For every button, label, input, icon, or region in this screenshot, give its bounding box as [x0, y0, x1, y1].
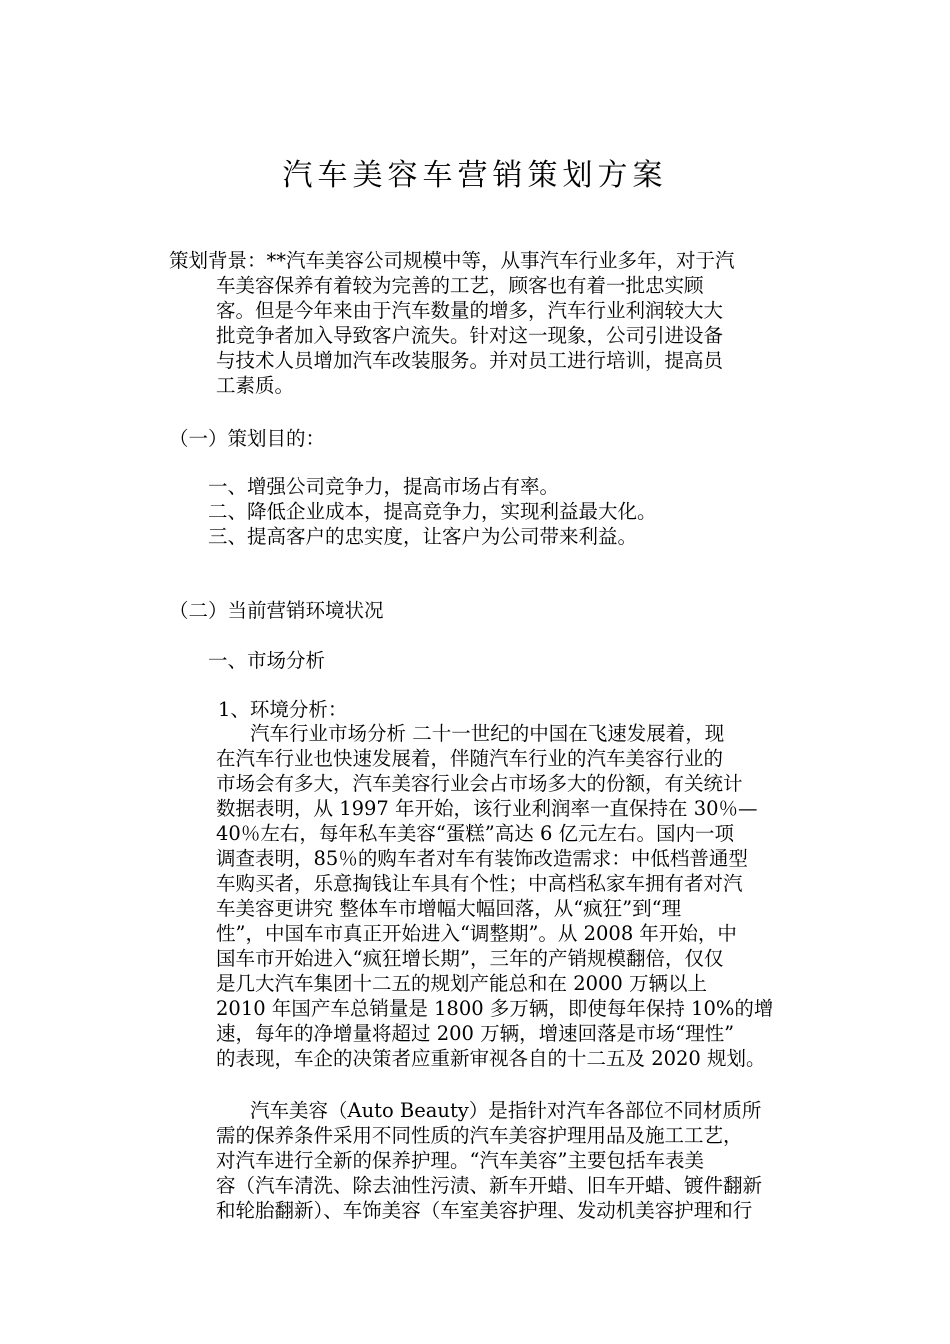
sub-heading-market-analysis: 一、市场分析	[208, 649, 326, 672]
sub-sub-heading-environment-analysis: 1、环境分析：	[218, 698, 348, 721]
paragraph-line: 车购买者，乐意掏钱让车具有个性；中高档私家车拥有者对汽	[216, 872, 743, 895]
paragraph-line: 调查表明，85％的购车者对车有装饰改造需求：中低档普通型	[216, 847, 748, 870]
document-title: 汽车美容车营销策划方案	[282, 158, 668, 193]
background-line: 与技术人员增加汽车改装服务。并对员工进行培训，提高员	[216, 349, 724, 372]
paragraph-line: 是几大汽车集团十二五的规划产能总和在 2000 万辆以上	[216, 972, 708, 995]
section-heading-purpose: （一）策划目的：	[169, 427, 326, 450]
paragraph-line: 数据表明，从 1997 年开始，该行业利润率一直保持在 30％—	[216, 797, 758, 820]
paragraph-line: 车美容更讲究 整体车市增幅大幅回落，从“疯狂”到“理	[216, 897, 682, 920]
paragraph-line: 40％左右，每年私车美容“蛋糕”高达 6 亿元左右。国内一项	[216, 822, 735, 845]
background-line: 工素质。	[216, 374, 295, 397]
paragraph-line: 性”，中国车市真正开始进入“调整期”。从 2008 年开始，中	[216, 922, 737, 945]
list-item: 一、增强公司竞争力，提高市场占有率。	[208, 475, 560, 498]
background-line: 策划背景：**汽车美容公司规模中等，从事汽车行业多年，对于汽	[169, 249, 735, 272]
background-line: 批竞争者加入导致客户流失。针对这一现象，公司引进设备	[216, 324, 724, 347]
list-item: 二、降低企业成本，提高竞争力，实现利益最大化。	[208, 500, 657, 523]
list-item: 三、提高客户的忠实度，让客户为公司带来利益。	[208, 525, 638, 548]
paragraph-line: 和轮胎翻新）、车饰美容（车室美容护理、发动机美容护理和行	[216, 1199, 753, 1222]
paragraph-line: 汽车美容（Auto Beauty）是指针对汽车各部位不同材质所	[250, 1099, 762, 1122]
background-line: 车美容保养有着较为完善的工艺，顾客也有着一批忠实顾	[216, 274, 704, 297]
paragraph-line: 在汽车行业也快速发展着，伴随汽车行业的汽车美容行业的	[216, 747, 724, 770]
paragraph-line: 2010 年国产车总销量是 1800 多万辆，即使每年保持 10%的增	[216, 997, 774, 1020]
paragraph-line: 汽车行业市场分析 二十一世纪的中国在飞速发展着，现	[250, 722, 725, 745]
paragraph-line: 需的保养条件采用不同性质的汽车美容护理用品及施工工艺，	[216, 1124, 743, 1147]
background-line: 客。但是今年来由于汽车数量的增多，汽车行业利润较大大	[216, 299, 724, 322]
paragraph-line: 市场会有多大，汽车美容行业会占市场多大的份额，有关统计	[216, 772, 743, 795]
section-heading-environment: （二）当前营销环境状况	[169, 599, 384, 622]
paragraph-line: 容（汽车清洗、除去油性污渍、新车开蜡、旧车开蜡、镀件翻新	[216, 1174, 763, 1197]
paragraph-line: 国车市开始进入“疯狂增长期”，三年的产销规模翻倍，仅仅	[216, 947, 724, 970]
paragraph-line: 对汽车进行全新的保养护理。“汽车美容”主要包括车表美	[216, 1149, 704, 1172]
paragraph-line: 速，每年的净增量将超过 200 万辆，增速回落是市场“理性”	[216, 1022, 735, 1045]
paragraph-line: 的表现，车企的决策者应重新审视各自的十二五及 2020 规划。	[216, 1047, 766, 1070]
